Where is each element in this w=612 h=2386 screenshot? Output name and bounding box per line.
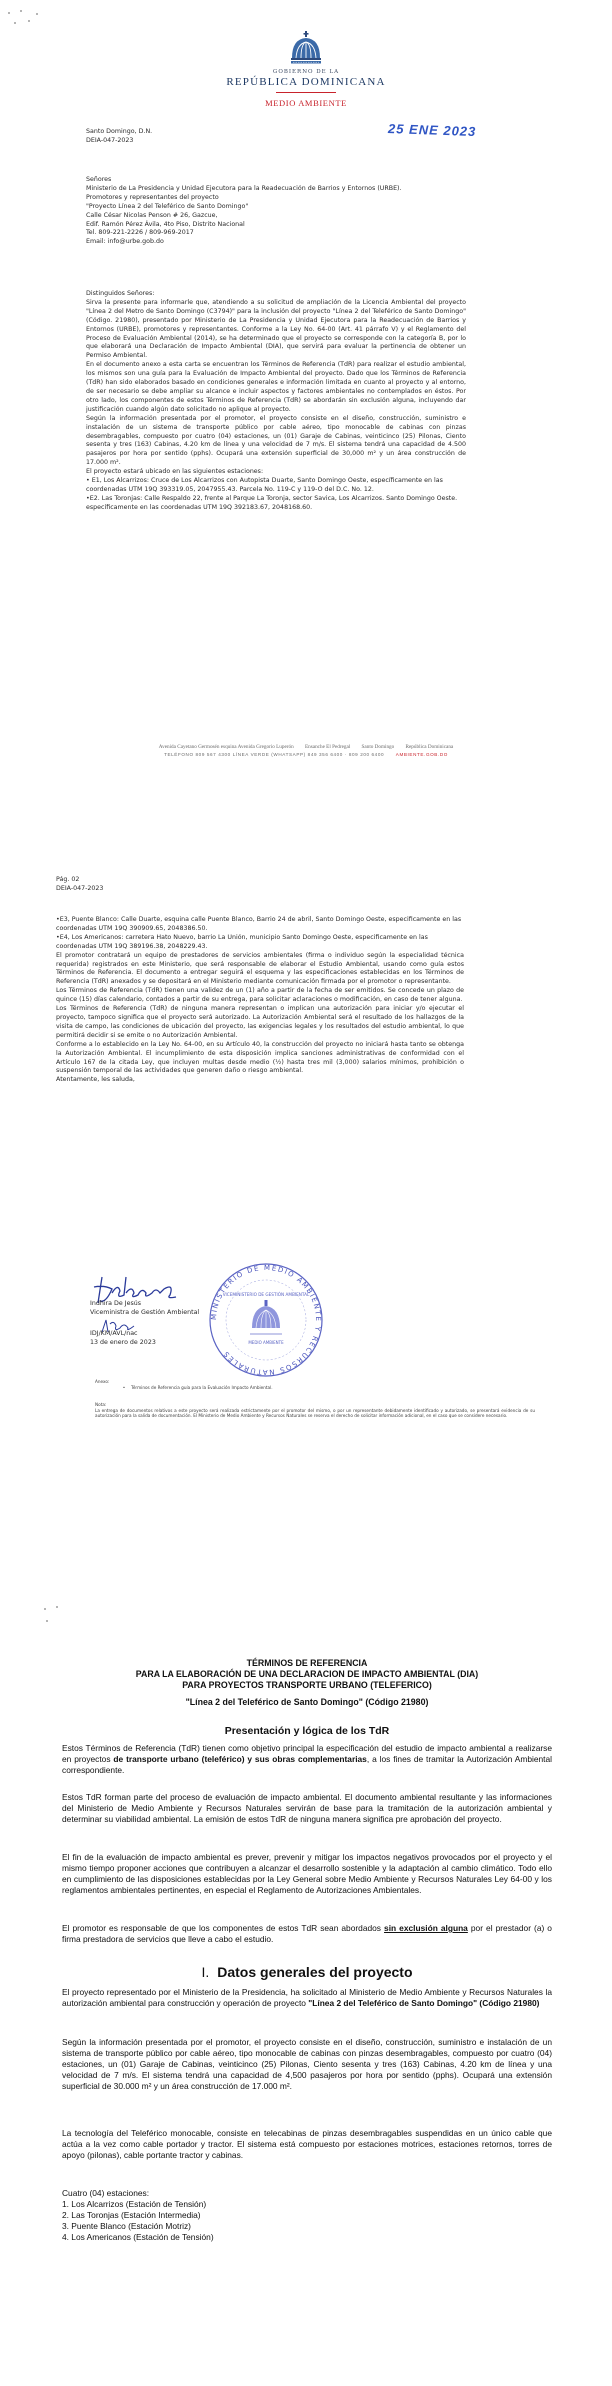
footer-contacts (0, 752, 612, 757)
received-date-stamp: 25 ENE 2023 (387, 121, 477, 140)
seal-inner-text: VICEMINISTERIO DE GESTIÓN AMBIENTAL (222, 1292, 310, 1297)
station-list-item: 3. Puente Blanco (Estación Motriz) (62, 2221, 191, 2231)
bullet-icon: • (122, 1384, 126, 1390)
reference-number: DEIA-047-2023 (86, 136, 134, 144)
body-paragraph: El promotor contratará un equipo de prestadores de servicios ambientales (firma o individuo según la especialidad técnica requerida) registrados en este Ministerio, que será responsable de elaborar el Estudio Ambiental, usando como guía estos Términos de Referencia. El documento a entregar seguirá el esquema y las especificaciones establecidas en los Términos de Referencia (TdR) anexados y se depositará en el Ministerio mediante comunicación firmada por el promotor o representante. (56, 951, 464, 986)
presentacion-paragraph-1 (62, 1743, 552, 1776)
text-span: El promotor es responsable de que los componentes de estos TdR sean abordados (62, 1923, 385, 1933)
text-span: Estos Términos de Referencia (TdR) tienen como objetivo principal la especificación del estudio de impacto ambiental a realizarse en proyectos (62, 1743, 552, 1764)
footer-city: Santo Domingo (361, 744, 395, 750)
presentacion-paragraph-4 (62, 1923, 552, 1945)
body-paragraph: El proyecto estará ubicado en las siguientes estaciones: (86, 468, 264, 476)
underlined-emphasis: sin exclusión alguna (384, 1923, 468, 1933)
recipient-line: Calle César Nicolas Penson # 26, Gazcue, (86, 211, 218, 219)
station-item: •E2. Las Toronjas: Calle Respaldo 22, frente al Parque La Toronja, sector Savica, Los Alcarrizos. Santo Domingo Oeste. específicamente en las coordenadas UTM 19Q 392183.67, 2048168.60. (86, 494, 458, 511)
annex-block (95, 1379, 535, 1390)
tdr-title-block (62, 1658, 552, 1691)
station-item: • E1, Los Alcarrizos: Cruce de Los Alcarrizos con Autopista Duarte, Santo Domingo Oeste, específicamente en las coordenadas UTM 19Q 393319.05, 2047955.43. Parcela No. 119-C y 119-O del D.C. No. 12. (86, 477, 443, 493)
dome-emblem-icon (288, 30, 324, 66)
note-block (95, 1402, 535, 1419)
gov-label-big: REPÚBLICA DOMINICANA (226, 76, 386, 88)
station-list-item: 2. Las Toronjas (Estación Intermedia) (62, 2210, 201, 2220)
seal-outer-text: MINISTERIO DE MEDIO AMBIENTE Y RECURSOS NATURALES (209, 1263, 323, 1377)
text-span: El proyecto representado por el Ministerio de la Presidencia, ha solicitado al Ministerio de Medio Ambiente y Recursos Naturales la autorización ambiental para construcción y operación de proyecto (62, 1987, 552, 2008)
letterhead-divider (276, 92, 336, 93)
body-paragraph: Sirva la presente para informarle que, atendiendo a su solicitud de ampliación de la Licencia Ambiental del proyecto "Línea 2 del Metro de Santo Domingo (C3794)" para la inclusión del proyecto "Línea 2 del Teleférico de Santo Domingo" (Código. 21980), presentado por Ministerio de La Presidencia y Unidad Ejecutora para la Readecuación de Barrios y Entornos (URBE), promotores y representantes. Conforme a la Ley No. 64-00 (Art. 41 párrafo V) y el Reglamento del Proceso de Evaluación Ambiental (2014), se ha determinado que el proyecto se corresponde con la categoría B, por lo que elaborará una Declaración de Impacto Ambiental (DIA), que servirá para evaluar la pertinencia de obtener un Permiso Ambiental. (86, 298, 466, 360)
station-list-item: 4. Los Americanos (Estación de Tensión) (62, 2232, 214, 2242)
tdr-project-subtitle: "Línea 2 del Teleférico de Santo Domingo" (Código 21980) (185, 1697, 429, 1707)
footer-sector: Ensanche El Pedregal (305, 744, 351, 750)
recipient-line: Ministerio de La Presidencia y Unidad Ejecutora para la Readecuación de Barrios y Entornos (URBE). (86, 184, 402, 192)
initials-code: IDJ/KM/AVL/nac (90, 1330, 138, 1337)
official-seal-stamp-icon (206, 1260, 326, 1380)
body-paragraph: Los Términos de Referencia (TdR) de ninguna manera representan o implican una autorización para iniciar y/o ejecutar el proyecto, tampoco significa que el proyecto será autorizado. La Autorización Ambiental será el resultado de los hallazgos de la visita de campo, las condiciones de ubicación del proyecto, las exigencias legales y los resultados del estudio ambiental, lo que permitirá decidir si se emite o no Autorización Ambiental. (56, 1005, 464, 1039)
presentacion-paragraph-2: Estos TdR forman parte del proceso de evaluación de impacto ambiental. El documento ambiental resultante y las informaciones del Ministerio de Medio Ambiente y Recursos Naturales servirán de base para la tramitación de la autorización ambiental y determinar su viabilidad ambiental. La emisión de estos TdR de ninguna manera significa pre aprobación del proyecto. (62, 1792, 552, 1824)
stations-list (62, 2188, 552, 2243)
section-title: Datos generales del proyecto (217, 1964, 413, 1980)
tdr-title-line: PARA PROYECTOS TRANSPORTE URBANO (TELEFERICO) (182, 1680, 432, 1690)
recipient-line: Promotores y representantes del proyecto (86, 193, 219, 201)
datos-paragraph-3: La tecnología del Teleférico monocable, consiste en telecabinas de pinzas desembragables suspendidas en un único cable que actúa a la vez como cable portador y tractor. El sistema está compuesto por estaciones motrices, estaciones retornos, torres de apoyo (pilonas), cable portante tractor y cabinas. (62, 2128, 552, 2160)
letter-date: 13 de enero de 2023 (90, 1338, 156, 1346)
letterhead-logo (0, 30, 612, 108)
text-span: , a los fines de tramitar la Autorización Ambiental correspondiente. (62, 1754, 553, 1775)
note-label: Nota: (95, 1402, 107, 1407)
emphasis-text: "Línea 2 del Teleférico de Santo Domingo" (Código 21980) (308, 1998, 540, 2008)
section-number: I. (201, 1964, 210, 1980)
section-heading-datos (62, 1964, 552, 1980)
footer-website-link[interactable]: AMBIENTE.GOB.DO (395, 752, 448, 757)
ministry-label: MEDIO AMBIENTE (265, 98, 347, 108)
section-heading-presentacion: Presentación y lógica de los TdR (224, 1725, 390, 1737)
annex-label: Anexo: (95, 1379, 110, 1384)
datos-paragraph-2: Según la información presentada por el promotor, el proyecto consiste en el diseño, construcción, suministro e instalación de un sistema de transporte público por cable aéreo, tipo monocable de cabinas con pinzas desembragables, compuesto por cuatro (04) estaciones, un (01) Garaje de Cabinas, veinticinco (25) Pilonas, Ciento sesenta y tres (163) Cabinas, 4.20 km de línea y una velocidad de 7 m/s. El sistema tendrá una capacidad de 4,500 pasajeros por hora por sentido (pphs). Ocupará una extensión superficial de 30.000 m² y un área construcción de 17.000 m². (62, 2037, 552, 2091)
station-list-item: 1. Los Alcarrizos (Estación de Tensión) (62, 2199, 207, 2209)
letter-footer (0, 744, 612, 757)
closing: Atentamente, les saluda, (56, 1076, 135, 1084)
body-paragraph: Según la información presentada por el promotor, el proyecto consiste en el diseño, construcción, suministro e instalación de un sistema de transporte público por cable aéreo, tipo monocable de cabinas con pinzas desembragables, compuesto por cuatro (04) estaciones, un (01) Garaje de Cabinas, veinticinco (25) Pilonas, Ciento sesenta y tres (163) Cabinas, 4.20 km de línea y una velocidad de 7 m/s. El sistema tendrá una capacidad de 4.500 pasajeros por hora por sentido (pphs). Ocupará una extensión superficial de 30,000 m² y un área construcción de 17.000 m². (86, 414, 466, 467)
place-line: Santo Domingo, D.N. (86, 128, 153, 135)
recipient-line: Tel. 809-221-2226 / 809-969-2017 (86, 229, 194, 237)
annex-item-text: Términos de Referencia guía para la Evaluación Impacto Ambiental. (131, 1384, 273, 1390)
datos-paragraph-1 (62, 1987, 552, 2009)
body-paragraph: Conforme a lo establecido en la Ley No. 64-00, en su Artículo 40, la construcción del proyecto no iniciará hasta tanto se obtenga la Autorización Ambiental. El incumplimiento de esta disposición implica sanciones administrativas de conformidad con el Artículo 167 de la citada Ley, que incluyen multas desde medio (½) hasta tres mil (3,000) salarios mínimos, prohibición o suspensión temporal de las actividades que generen daño o riesgo ambiental. (56, 1040, 464, 1075)
text-span: por el prestador (a) o firma prestadora de servicios que lleve a cabo el estudio. (62, 1923, 552, 1944)
reference-number: DEIA-047-2023 (56, 884, 104, 892)
page-number: Pág. 02 (56, 876, 80, 883)
footer-street: Avenida Cayetano Germosén esquina Avenida Gregorio Luperón (158, 744, 294, 750)
recipient-line: "Proyecto Línea 2 del Teleférico de Santo Domingo" (86, 202, 249, 210)
footer-phones: TELÉFONO 809 567 4300 LÍNEA VERDE (WHATSAPP) 849 356 6400 · 809 200 6400 (164, 752, 385, 757)
footer-address (0, 744, 612, 750)
recipient-email: Email: info@urbe.gob.do (86, 238, 164, 246)
letter-header (86, 128, 466, 146)
tdr-title-line: PARA LA ELABORACIÓN DE UNA DECLARACION DE IMPACTO AMBIENTAL (DIA) (135, 1669, 479, 1679)
station-item: •E3, Puente Blanco: Calle Duarte, esquina calle Puente Blanco, Barrio 24 de abril, Santo Domingo Oeste, especificamente en las coordenadas UTM 19Q 390909.65, 2048386.50. (56, 916, 462, 932)
stations-label: Cuatro (04) estaciones: (62, 2188, 150, 2198)
page2-header (56, 876, 464, 894)
tdr-title-line: TÉRMINOS DE REFERENCIA (246, 1658, 368, 1668)
seal-bottom-text: MEDIO AMBIENTE (248, 1340, 284, 1345)
body-paragraph: Los Términos de Referencia (TdR) tienen una validez de un (1) año a partir de la fecha de ser emitidos. Se concede un plazo de quince (15) días calendario, contados a partir de su entrega, para solicitar aclaraciones o modificación, en caso de tener alguna. (56, 987, 464, 1004)
recipient-block (86, 176, 466, 247)
body-paragraph: En el documento anexo a esta carta se encuentran los Términos de Referencia (TdR) para realizar el estudio ambiental, los mismos son una guía para la Evaluación de Impacto Ambiental del proyecto. Dado que los Términos de Referencia (TdR) han sido elaborados basado en condiciones generales e información limitada en cuanto al proyecto y al entorno, de ser necesario se debe ampliar su alcance e incluir aspectos y factores ambientales no contemplados en éstos. Por otro lado, los componentes de estos Términos de Referencia (TdR) se abordarán sin exclusión alguna, incluyendo dar justificación cuando algún dato solicitado no aplique al proyecto. (86, 361, 466, 413)
gov-label-small: GOBIERNO DE LA (272, 69, 340, 75)
letter-body-page2 (56, 916, 464, 1085)
salutation: Distinguidos Señores: (86, 290, 155, 297)
letter-body-page1 (86, 290, 466, 513)
signer-name: Indhira De Jesús (90, 1300, 142, 1307)
recipient-line: Señores (86, 176, 112, 183)
station-item: •E4, Los Americanos: carretera Hato Nuevo, barrio La Unión, municipio Santo Domingo Oeste, especificamente en las coordenadas UTM 19Q 389196.38, 2048229.43. (56, 933, 428, 950)
signer-title: Viceministra de Gestión Ambiental (90, 1308, 200, 1316)
footer-country: República Dominicana (405, 744, 454, 750)
annex-item (95, 1385, 535, 1391)
presentacion-paragraph-3: El fin de la evaluación de impacto ambiental es prever, prevenir y mitigar los impactos negativos provocados por el proyecto y el mismo tiempo proponer acciones que contribuyen a alcanzar el desarrollo sostenible y la adaptación al cambio climático. Todo ello en cumplimiento de las disposiciones establecidas por la Ley General sobre Medio Ambiente y Recursos Naturales Ley 64-00 y los reglamentos ambientales pertinentes, en especial el Reglamento de Autorizaciones Ambientales. (62, 1852, 552, 1895)
emphasis-text: de transporte urbano (teleférico) y sus obras complementarias (113, 1754, 367, 1764)
letter-page-1 (0, 0, 612, 790)
recipient-line: Edif. Ramón Pérez Ávila, 4to Piso, Distrito Nacional (86, 220, 245, 228)
note-text: La entrega de documentos relativos a este proyecto será realizada estrictamente por el promotor del mismo, o por un representante debidamente identificado y autorizado, se presentará evidencia de su autorización para la salida de documentación. El Ministerio de Medio Ambiente y Recursos Naturales se reserva el derecho de solicitar información adicional, en el caso que se considere necesario. (95, 1407, 535, 1419)
scan-artifact (42, 1604, 102, 1634)
